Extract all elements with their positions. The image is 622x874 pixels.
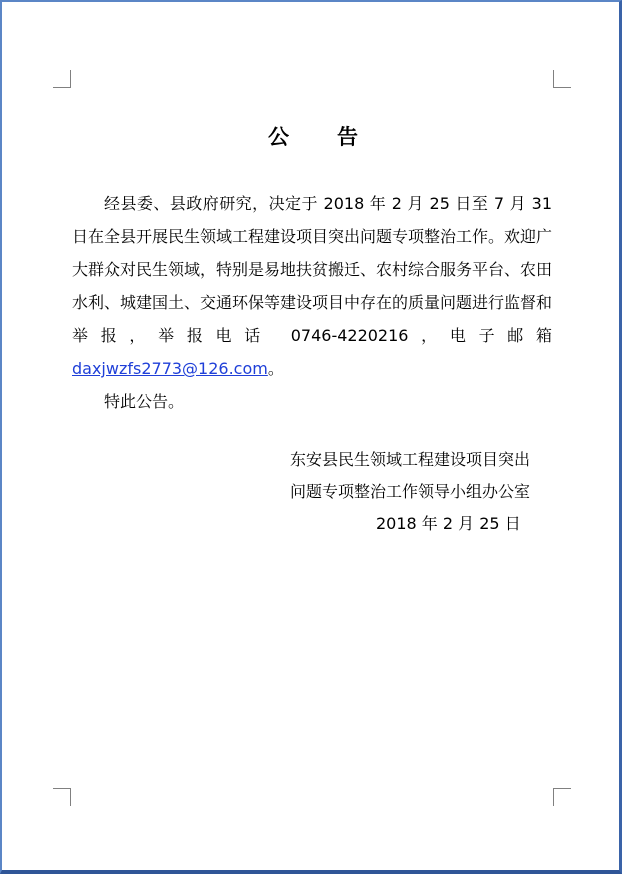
signature-org-line2: 问题专项整治工作领导小组办公室 <box>290 482 531 501</box>
notice-body <box>72 187 552 418</box>
crop-mark-top-right <box>553 70 571 88</box>
crop-mark-bottom-left <box>53 788 71 806</box>
crop-mark-bottom-right <box>553 788 571 806</box>
paragraph-end: 。 <box>267 359 284 378</box>
signature-block <box>290 444 530 540</box>
notice-paragraph <box>72 187 552 385</box>
paragraph-text: 经县委、县政府研究，决定于 2018 年 2 月 25 日至 7 月 31 日在全县开展民生领域工程建设项目突出问题专项整治工作。欢迎广大群众对民生领域，特别是易地扶贫搬迁、农村综合服务平台、农田水利、城建国土、交通环保等建设项目中存在的质量问题进行监督和举报，举报电话 0746-4220216，电子邮箱 <box>72 194 553 345</box>
notice-title: 公告 <box>268 125 406 149</box>
signature-date: 2018 年 2 月 25 日 <box>376 514 521 533</box>
email-link[interactable]: daxjwzfs2773@126.com <box>72 359 268 378</box>
closing-line: 特此公告。 <box>104 392 185 411</box>
signature-org-line1: 东安县民生领域工程建设项目突出 <box>290 450 531 469</box>
crop-mark-top-left <box>53 70 71 88</box>
